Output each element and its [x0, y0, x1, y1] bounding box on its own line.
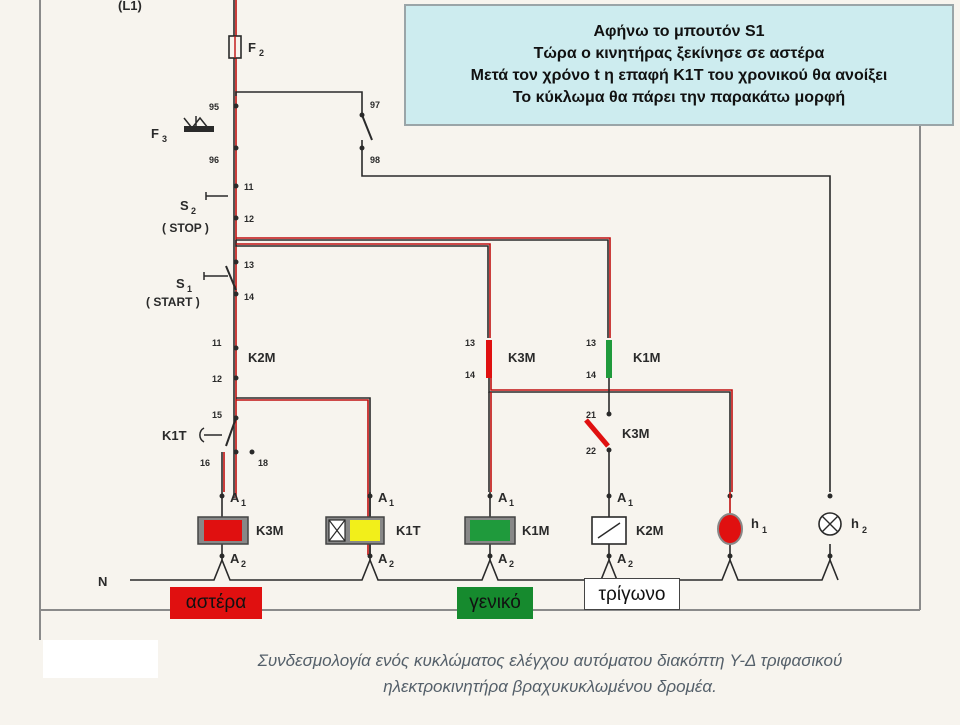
terminal-98: 98 — [370, 155, 381, 165]
holding-rail — [236, 238, 610, 338]
terminal-21: 21 — [586, 410, 597, 420]
neutral-label: N — [98, 574, 108, 589]
terminal-11: 11 — [212, 338, 222, 348]
overload-label: F — [151, 126, 159, 141]
coil-k1t-a2-sub: 2 — [389, 559, 395, 569]
coil-k1m-a2-sub: 2 — [509, 559, 515, 569]
k3m-nc-label: K3M — [622, 426, 650, 441]
terminal-14: 14 — [465, 370, 476, 380]
coil-k1m-fill — [470, 520, 510, 541]
start-label: S — [176, 276, 185, 291]
lamp-h1-label-sub: 1 — [762, 525, 768, 535]
star-state-tag: αστέρα — [170, 587, 262, 619]
k2m-contact-label: K2M — [248, 350, 276, 365]
terminal-15: 15 — [212, 410, 223, 420]
k3m-nc-contact-open — [586, 410, 649, 492]
terminal-14: 14 — [244, 292, 255, 302]
terminal-22: 22 — [586, 446, 597, 456]
terminal-97: 97 — [370, 100, 381, 110]
coil-k2m-a2: A — [617, 551, 627, 566]
terminal-12: 12 — [212, 374, 223, 384]
instruction-line-3: Μετά τον χρόνο t η επαφή K1T του χρονικού θα ανοίξει — [470, 67, 888, 84]
delta-state-tag: τρίγωνο — [584, 578, 680, 610]
instruction-line-1: Αφήνω το μπουτόν S1 — [593, 23, 765, 40]
k3m-coil-feed — [222, 452, 224, 492]
k3m-contact-closed — [465, 338, 535, 380]
terminal-13: 13 — [586, 338, 597, 348]
stop-label: S — [180, 198, 189, 213]
thermal-element — [184, 126, 214, 132]
lamp-h2-label: h — [851, 516, 859, 531]
coil-k3m — [198, 490, 283, 569]
coil-k1m — [465, 490, 549, 569]
k1t-timer-contact — [162, 410, 268, 468]
terminal-13: 13 — [244, 260, 255, 270]
lamp-h1-fill — [718, 514, 742, 544]
stop-pushbutton-s2 — [162, 182, 254, 235]
terminal-16: 16 — [200, 458, 211, 468]
coil-k3m-a1: A — [230, 490, 240, 505]
figure-caption — [160, 648, 940, 700]
lamp-h1 — [718, 492, 767, 544]
fuse-label: F — [248, 40, 256, 55]
coil-k3m-a1-sub: 1 — [241, 498, 247, 508]
terminal-11: 11 — [244, 182, 254, 192]
terminal-18: 18 — [258, 458, 269, 468]
terminal-12: 12 — [244, 214, 255, 224]
coil-k1m-a1-sub: 1 — [509, 498, 515, 508]
coil-k1m-label: K1M — [522, 523, 550, 538]
lamp-h2 — [819, 513, 867, 535]
coil-k1m-a1: A — [498, 490, 508, 505]
caption-line-1: Συνδεσμολογία ενός κυκλώματος ελέγχου αυτόματου διακόπτη Y-Δ τριφασικού — [257, 651, 843, 670]
overload-label-sub: 3 — [162, 134, 168, 144]
coil-k1t-a1-sub: 1 — [389, 498, 395, 508]
coil-k3m-label: K3M — [256, 523, 284, 538]
k1m-contact-closed — [586, 338, 660, 380]
k3m-contact-label: K3M — [508, 350, 536, 365]
caption-line-2: ηλεκτροκινητήρα βραχυκυκλωμένου δρομέα. — [383, 677, 717, 696]
coil-k1t-a1: A — [378, 490, 388, 505]
coil-k1t — [326, 490, 421, 569]
fuse-f2 — [229, 36, 264, 58]
phase-label: (L1) — [118, 0, 142, 13]
terminal-13: 13 — [465, 338, 476, 348]
terminal-95: 95 — [209, 102, 220, 112]
start-caption: ( START ) — [146, 295, 200, 309]
lamp-h2-label-sub: 2 — [862, 525, 868, 535]
coil-k2m — [592, 490, 663, 569]
stop-label-sub: 2 — [191, 206, 197, 216]
seal-bus — [489, 378, 732, 492]
coil-k1t-fill — [350, 520, 380, 541]
stop-caption: ( STOP ) — [162, 221, 209, 235]
start-label-sub: 1 — [187, 284, 193, 294]
coil-k2m-a1: A — [617, 490, 627, 505]
coil-k1m-a2: A — [498, 551, 508, 566]
coil-k3m-a2: A — [230, 551, 240, 566]
k2m-auxiliary-contact — [212, 338, 275, 384]
k1t-contact-label: K1T — [162, 428, 187, 443]
start-pushbutton-s1 — [146, 260, 254, 310]
instruction-line-4: Το κύκλωμα θα πάρει την παρακάτω μορφή — [512, 89, 846, 106]
lamp-h1-label: h — [751, 516, 759, 531]
instruction-line-2: Τώρα ο κινητήρας ξεκίνησε σε αστέρα — [533, 45, 825, 62]
main-state-tag: γενικό — [457, 587, 533, 619]
coil-k1t-a2: A — [378, 551, 388, 566]
coil-k3m-a2-sub: 2 — [241, 559, 247, 569]
k1m-contact-label: K1M — [633, 350, 661, 365]
coil-k2m-a2-sub: 2 — [628, 559, 634, 569]
coil-k1t-label: K1T — [396, 523, 421, 538]
fuse-label-sub: 2 — [259, 48, 265, 58]
coil-k2m-label: K2M — [636, 523, 664, 538]
coil-k3m-fill — [204, 520, 242, 541]
instruction-box — [404, 4, 954, 126]
terminal-96: 96 — [209, 155, 220, 165]
terminal-14: 14 — [586, 370, 597, 380]
coil-k2m-a1-sub: 1 — [628, 498, 634, 508]
caption-mask — [43, 640, 158, 678]
